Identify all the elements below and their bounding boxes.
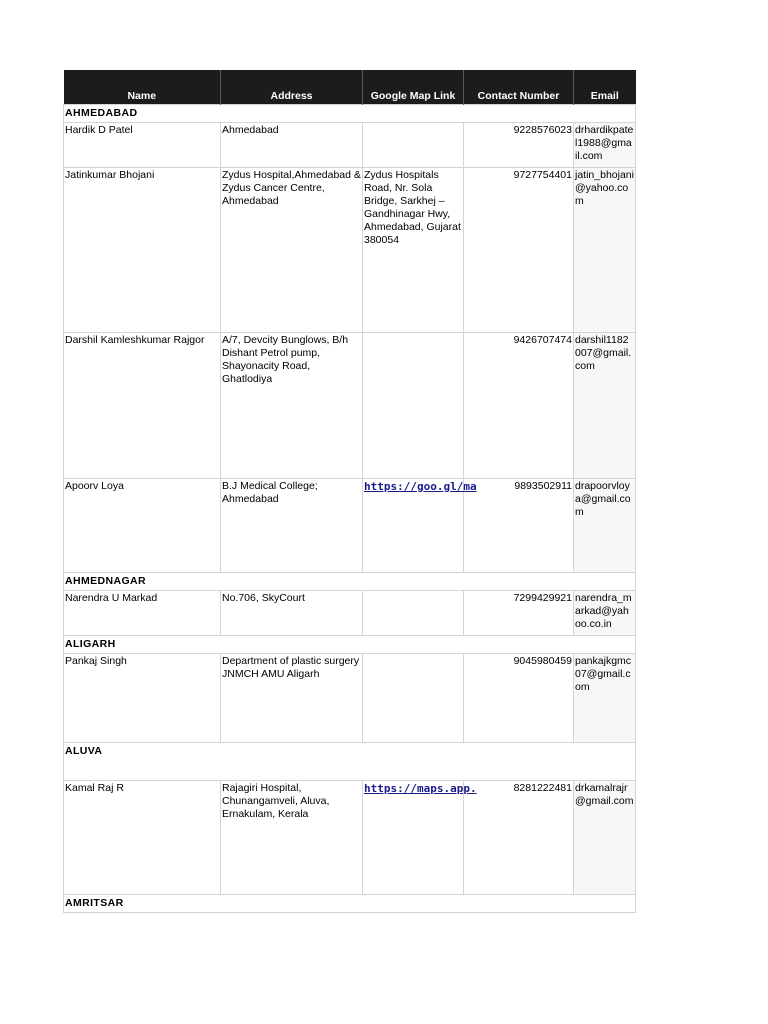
city-heading: AHMEDNAGAR [64,573,221,591]
table-row [64,591,636,636]
cell-contact-number: 9426707474 [464,333,574,479]
city-heading: AHMEDABAD [64,105,221,123]
cell-contact-number: 9045980459 [464,654,574,743]
cell-email: jatin_bhojani@yahoo.com [574,168,636,333]
cell-email: drkamalrajr@gmail.com [574,781,636,895]
cell-name: Pankaj Singh [64,654,221,743]
city-heading: ALIGARH [64,636,221,654]
table-row [64,168,636,333]
cell-address: Ahmedabad [221,123,363,168]
header-map-link: Google Map Link [363,70,464,105]
table-row [64,781,636,895]
header-row [64,70,636,105]
city-row-aluva [64,743,636,781]
contacts-table [63,70,636,913]
cell-address: Rajagiri Hospital, Chunangamveli, Aluva, Ernakulam, Kerala [221,781,363,895]
header-name: Name [64,70,221,105]
cell-address: B.J Medical College; Ahmedabad [221,479,363,573]
cell-address: Department of plastic surgery JNMCH AMU Aligarh [221,654,363,743]
cell-map-link [363,591,464,636]
cell-map-link [363,333,464,479]
map-link[interactable]: https://maps.app. [364,782,477,795]
table-row [64,479,636,573]
header-contact-number: Contact Number [464,70,574,105]
map-link[interactable]: https://goo.gl/ma [364,480,477,493]
table-row [64,654,636,743]
cell-address: Zydus Hospital,Ahmedabad & Zydus Cancer Centre, Ahmedabad [221,168,363,333]
table-row [64,123,636,168]
cell-name: Narendra U Markad [64,591,221,636]
header-email: Email [574,70,636,105]
cell-name: Hardik D Patel [64,123,221,168]
cell-contact-number: 8281222481 [464,781,574,895]
cell-email: drapoorvloya@gmail.com [574,479,636,573]
cell-contact-number: 9893502911 [464,479,574,573]
cell-name: Darshil Kamleshkumar Rajgor [64,333,221,479]
cell-map-link [363,654,464,743]
cell-map-link [363,479,477,573]
cell-name: Apoorv Loya [64,479,221,573]
city-row-amritsar [64,895,636,913]
cell-email: drhardikpatel1988@gmail.com [574,123,636,168]
table-row [64,333,636,479]
cell-contact-number: 9727754401 [464,168,574,333]
city-row-ahmedabad [64,105,636,123]
city-heading: AMRITSAR [64,895,221,913]
cell-name: Kamal Raj R [64,781,221,895]
city-heading: ALUVA [64,743,221,781]
cell-name: Jatinkumar Bhojani [64,168,221,333]
cell-email: narendra_markad@yahoo.co.in [574,591,636,636]
city-row-aligarh [64,636,636,654]
cell-map-link [363,781,477,895]
cell-contact-number: 9228576023 [464,123,574,168]
cell-address: No.706, SkyCourt [221,591,363,636]
cell-address: A/7, Devcity Bunglows, B/h Dishant Petrol pump, Shayonacity Road, Ghatlodiya [221,333,363,479]
header-address: Address [221,70,363,105]
cell-map-link: Zydus Hospitals Road, Nr. Sola Bridge, Sarkhej – Gandhinagar Hwy, Ahmedabad, Gujarat 380054 [363,168,464,333]
cell-map-link [363,123,464,168]
cell-contact-number: 7299429921 [464,591,574,636]
city-row-ahmednagar [64,573,636,591]
cell-email: pankajkgmc07@gmail.com [574,654,636,743]
cell-email: darshil1182007@gmail.com [574,333,636,479]
